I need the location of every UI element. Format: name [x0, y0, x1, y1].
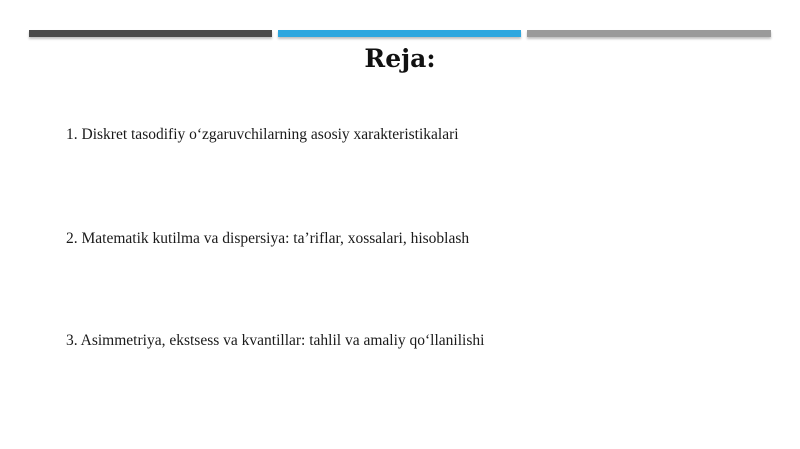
header-bar-dark	[29, 30, 272, 37]
header-bar-blue	[278, 30, 521, 37]
plan-item-3: 3. Asimmetriya, ekstsess va kvantillar: tahlil va amaliy qo‘llanilishi	[66, 332, 485, 349]
slide-title: Reja:	[364, 44, 436, 73]
header-bar-gray	[527, 30, 771, 37]
plan-item-2: 2. Matematik kutilma va dispersiya: ta’riflar, xossalari, hisoblash	[66, 230, 470, 247]
plan-item-1: 1. Diskret tasodifiy o‘zgaruvchilarning asosiy xarakteristikalari	[66, 126, 459, 143]
